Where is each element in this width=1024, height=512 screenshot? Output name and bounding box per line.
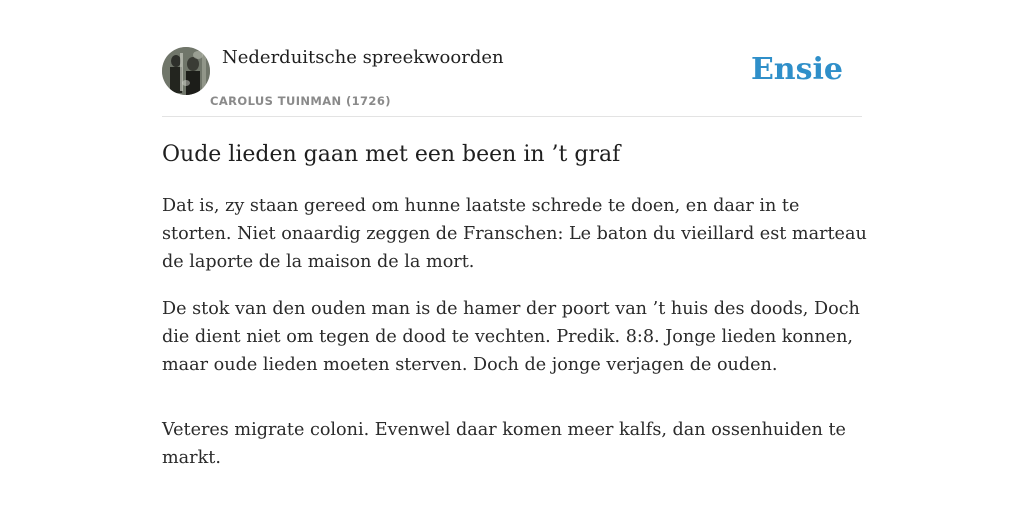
brand-logo[interactable]: Ensie bbox=[750, 52, 843, 87]
entry-paragraph: Dat is, zy staan gereed om hunne laatste schrede te doen, en daar in te storten. Niet onaardig zeggen de Franschen: Le baton du vieillard est marteau de laporte de la maison de la mort. bbox=[162, 196, 867, 272]
entry-paragraph: Veteres migrate coloni. Evenwel daar komen meer kalfs, dan ossenhuiden te markt. bbox=[162, 420, 846, 468]
entry-headword: Oude lieden gaan met een been in ’t graf bbox=[162, 142, 621, 167]
author-name[interactable]: CAROLUS TUINMAN (1726) bbox=[210, 94, 391, 108]
entry-paragraph: De stok van den ouden man is de hamer der poort van ’t huis des doods, Doch die dient niet om tegen de dood te vechten. Predik. 8:8. Jonge lieden konnen, maar oude lieden moeten sterven. Doch de jonge verjagen de ouden. bbox=[162, 299, 860, 375]
author-portrait-icon[interactable] bbox=[162, 47, 210, 95]
entry-body bbox=[162, 192, 867, 491]
header bbox=[162, 46, 862, 117]
book-title[interactable]: Nederduitsche spreekwoorden bbox=[222, 47, 504, 68]
